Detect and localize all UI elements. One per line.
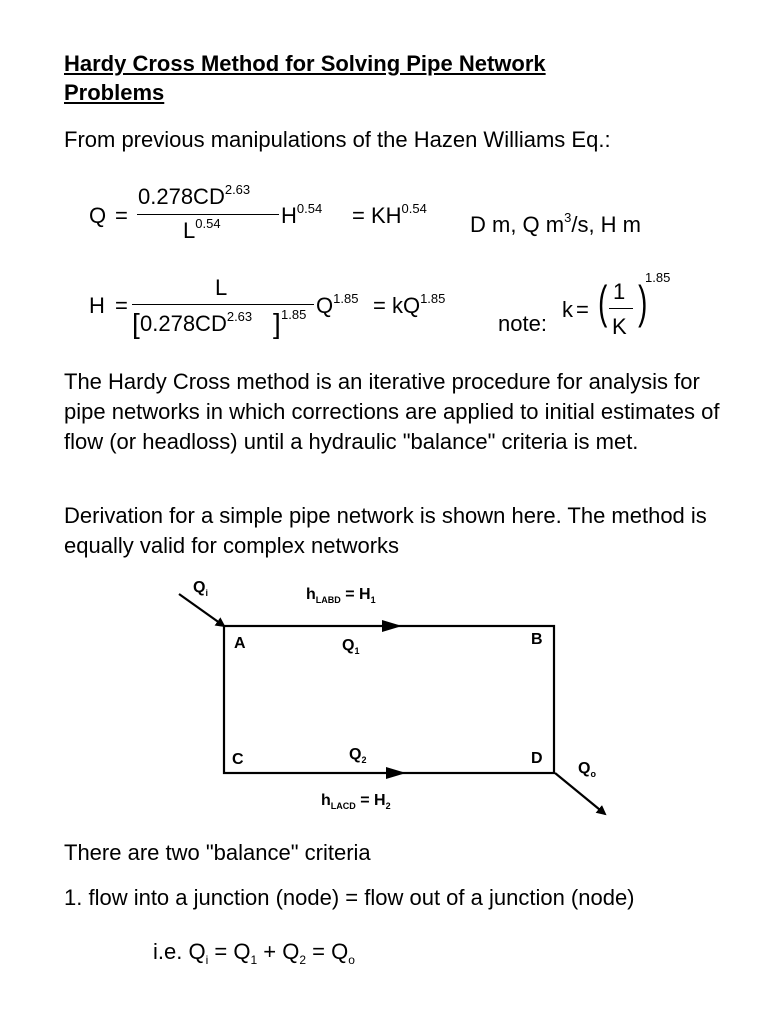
q2-direction-arrow xyxy=(386,767,406,779)
eq1-numerator: $0.278CD^{2.63}$ xyxy=(138,182,251,209)
eq1-rhs: = $KH^{0.54}$ xyxy=(352,201,427,228)
eq1-lhs: Q xyxy=(89,203,107,228)
eq1-denominator: $L^{0.54}$ xyxy=(183,216,221,243)
eq2-lhs: H xyxy=(89,293,105,318)
label-h-top: $h_{LABD} = H_1$ xyxy=(306,586,376,605)
criteria-1: 1. flow into a junction (node) = flow out of a junction (node) xyxy=(64,885,635,910)
note-left-paren: ( xyxy=(598,276,608,328)
eq2-left-bracket: [ xyxy=(132,308,140,339)
title-line-2: Problems xyxy=(64,80,165,105)
network-loop xyxy=(224,626,554,773)
label-qo: $Q_o$ xyxy=(578,760,596,779)
label-q1: $Q_1$ xyxy=(342,637,360,656)
note-equals: = xyxy=(576,297,589,322)
note-label: note: xyxy=(498,311,547,336)
outflow-arrow xyxy=(555,773,605,814)
inflow-arrow xyxy=(179,594,224,626)
label-qi: $Q_i$ xyxy=(193,579,208,598)
note-exponent: 1.85 xyxy=(645,270,671,285)
note-k: k xyxy=(562,297,573,322)
flow-balance-equation: i.e. $Q_i = Q_1 + Q_2 = Q_o$ xyxy=(153,939,355,967)
eq2-right-bracket: ] xyxy=(273,308,281,339)
node-d: D xyxy=(531,750,543,767)
eq2-rhs: = $kQ^{1.85}$ xyxy=(373,291,446,318)
node-c: C xyxy=(232,751,244,768)
node-a: A xyxy=(234,635,246,652)
eq2-outer-exponent: 1.85 xyxy=(281,307,307,322)
note-numerator: 1 xyxy=(613,279,626,304)
node-b: B xyxy=(531,631,543,648)
label-h-bottom: $h_{LACD} = H_2$ xyxy=(321,792,391,811)
eq2-denominator: $0.278CD^{2.63}$ xyxy=(140,309,253,336)
eq2-equals: = xyxy=(115,293,128,318)
q1-direction-arrow xyxy=(382,620,402,632)
paragraph-derivation: Derivation for a simple pipe network is shown here. The method is equally valid for complex networks xyxy=(64,503,707,558)
criteria-intro: There are two "balance" criteria xyxy=(64,840,371,865)
eq1-units: D m, Q $m^3/s$, H m xyxy=(470,210,642,237)
intro-text: From previous manipulations of the Hazen Williams Eq.: xyxy=(64,127,611,152)
label-q2: $Q_2$ xyxy=(349,746,367,765)
eq2-numerator: L xyxy=(215,275,228,300)
paragraph-method: The Hardy Cross method is an iterative procedure for analysis for pipe networks in which corrections are applied to initial estimates of flow (or headloss) until a hydraulic "balance" criteria is met. xyxy=(64,369,720,454)
title-line-1: Hardy Cross Method for Solving Pipe Network xyxy=(64,51,546,76)
eq1-equals: = xyxy=(115,203,128,228)
note-denominator: K xyxy=(612,314,627,339)
eq1-h-term: $H^{0.54}$ xyxy=(281,201,323,228)
eq2-q-term: $Q^{1.85}$ xyxy=(316,291,359,318)
note-right-paren: ) xyxy=(638,276,648,328)
